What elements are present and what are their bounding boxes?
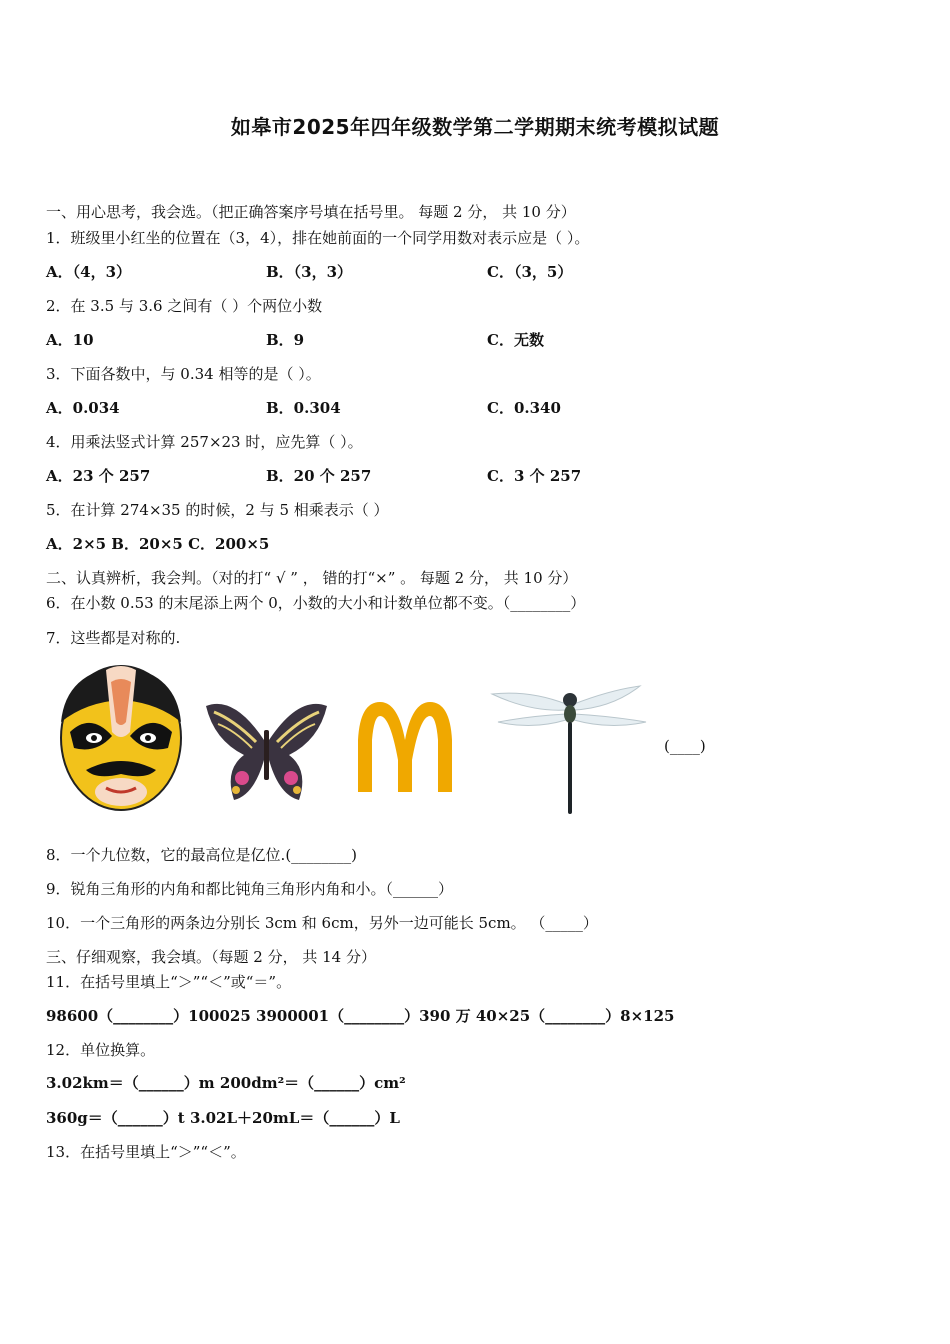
opera-mask-icon bbox=[56, 662, 186, 814]
q1-option-a: A．（4，3） bbox=[46, 263, 132, 281]
q4-option-c: C．3 个 257 bbox=[487, 467, 582, 485]
q2-option-c: C．无数 bbox=[487, 331, 544, 349]
question-4: 4．用乘法竖式计算 257×23 时，应先算（ ）。 bbox=[46, 433, 363, 451]
question-3: 3．下面各数中，与 0.34 相等的是（ ）。 bbox=[46, 365, 321, 383]
question-11: 11．在括号里填上“＞”“＜”或“＝”。 bbox=[46, 973, 292, 991]
q1-option-b: B．（3，3） bbox=[266, 263, 353, 281]
q2-option-b: B．9 bbox=[266, 331, 305, 349]
q3-option-b: B．0.304 bbox=[266, 399, 341, 417]
question-12: 12．单位换算。 bbox=[46, 1041, 156, 1059]
question-5: 5．在计算 274×35 的时候，2 与 5 相乘表示（ ） bbox=[46, 501, 389, 519]
page-title: 如皋市2025年四年级数学第二学期期末统考模拟试题 bbox=[230, 115, 720, 139]
q4-option-a: A．23 个 257 bbox=[46, 467, 151, 485]
question-8: 8．一个九位数，它的最高位是亿位.(________) bbox=[46, 846, 358, 864]
q3-option-a: A．0.034 bbox=[46, 399, 120, 417]
question-11-comparisons: 98600（________）100025 3900001（________）390 万 40×25（________）8×125 bbox=[46, 1007, 675, 1025]
section2-heading: 二、认真辨析，我会判。（对的打“ √ ” ， 错的打“×” 。 每题 2 分， 共 10 分） bbox=[46, 569, 578, 587]
section3-heading: 三、仔细观察，我会填。（每题 2 分， 共 14 分） bbox=[46, 948, 376, 966]
section1-heading: 一、用心思考，我会选。（把正确答案序号填在括号里。 每题 2 分， 共 10 分） bbox=[46, 203, 576, 221]
question-7-answer-blank[interactable]: (____) bbox=[664, 737, 706, 755]
question-1: 1．班级里小红坐的位置在（3，4），排在她前面的一个同学用数对表示应是（ ）。 bbox=[46, 229, 590, 247]
q2-option-a: A．10 bbox=[46, 331, 94, 349]
q4-option-b: B．20 个 257 bbox=[266, 467, 372, 485]
question-12-line-2: 360g＝（______）t 3.02L＋20mL＝（______）L bbox=[46, 1109, 400, 1127]
question-10: 10．一个三角形的两条边分别长 3cm 和 6cm，另外一边可能长 5cm。 （_____） bbox=[46, 914, 598, 932]
q1-option-c: C．（3，5） bbox=[487, 263, 573, 281]
question-12-line-1: 3.02km＝（______）m 200dm²＝（______）cm² bbox=[46, 1074, 406, 1092]
q3-option-c: C．0.340 bbox=[487, 399, 561, 417]
question-7: 7．这些都是对称的. bbox=[46, 629, 181, 647]
question-6: 6．在小数 0.53 的末尾添上两个 0，小数的大小和计数单位都不变。（________） bbox=[46, 594, 586, 612]
question-2: 2．在 3.5 与 3.6 之间有（ ）个两位小数 bbox=[46, 297, 323, 315]
question-13: 13．在括号里填上“＞”“＜”。 bbox=[46, 1143, 246, 1161]
q5-options: A．2×5 B．20×5 C．200×5 bbox=[46, 535, 270, 553]
mcdonalds-arch-icon bbox=[354, 700, 456, 792]
dragonfly-icon bbox=[490, 682, 650, 816]
question-9: 9．锐角三角形的内角和都比钝角三角形内角和小。（______） bbox=[46, 880, 454, 898]
butterfly-icon bbox=[204, 700, 329, 808]
